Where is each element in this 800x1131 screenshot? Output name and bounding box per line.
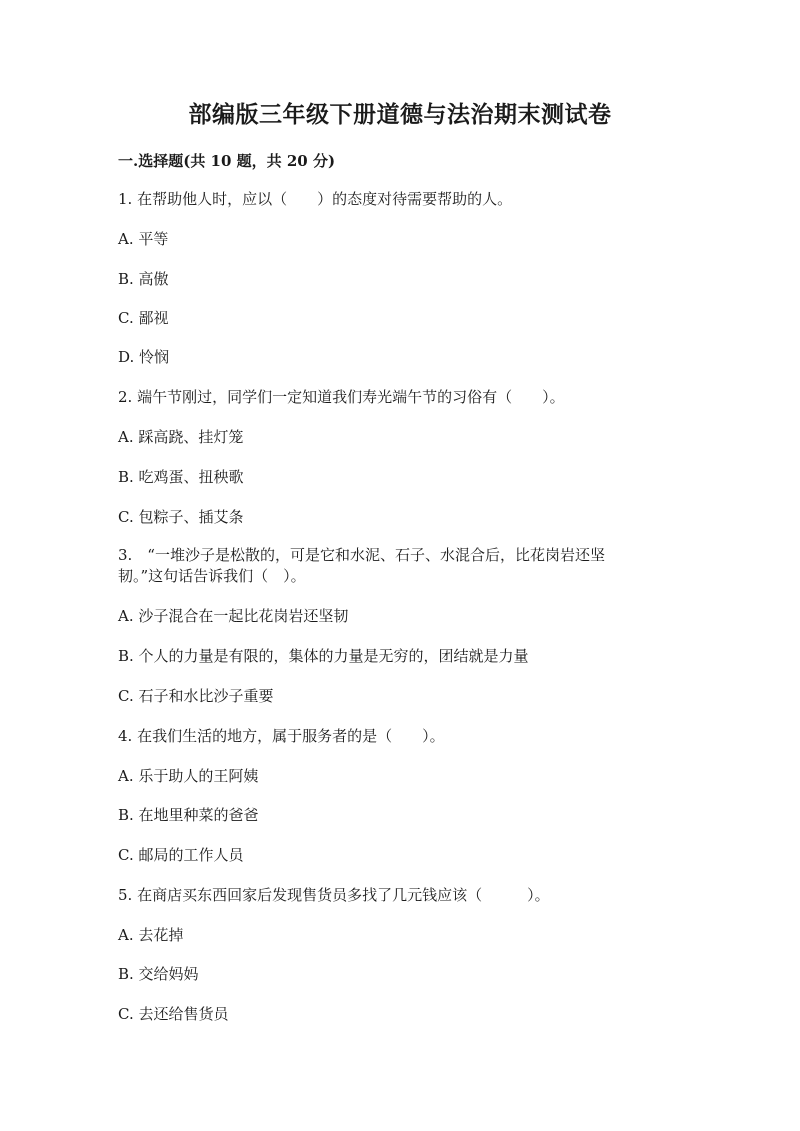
question-4-option-c[interactable]: C. 邮局的工作人员: [118, 846, 244, 864]
question-5-option-b[interactable]: B. 交给妈妈: [118, 965, 199, 983]
question-5-option-c[interactable]: C. 去还给售货员: [118, 1005, 229, 1023]
question-4-option-b[interactable]: B. 在地里种菜的爸爸: [118, 806, 259, 824]
question-4-option-a[interactable]: A. 乐于助人的王阿姨: [118, 767, 259, 785]
question-1-option-d[interactable]: D. 怜悯: [118, 348, 170, 366]
question-2-option-b[interactable]: B. 吃鸡蛋、扭秧歌: [118, 468, 244, 486]
question-2-option-c[interactable]: C. 包粽子、插艾条: [118, 508, 244, 526]
question-3-stem: [118, 545, 678, 587]
question-3-stem-line-1: 3. “一堆沙子是松散的，可是它和水泥、石子、水混合后，比花岗岩还坚: [118, 546, 605, 564]
question-2-stem: 2. 端午节刚过，同学们一定知道我们寿光端午节的习俗有（ ）。: [118, 388, 565, 406]
question-5-stem: 5. 在商店买东西回家后发现售货员多找了几元钱应该（ ）。: [118, 886, 550, 904]
question-3-option-c[interactable]: C. 石子和水比沙子重要: [118, 687, 274, 705]
question-1-option-a[interactable]: A. 平等: [118, 230, 169, 248]
question-5-option-a[interactable]: A. 去花掉: [118, 926, 184, 944]
question-4-stem: 4. 在我们生活的地方，属于服务者的是（ ）。: [118, 727, 445, 745]
question-3-option-b[interactable]: B. 个人的力量是有限的，集体的力量是无穷的，团结就是力量: [118, 647, 529, 665]
question-1-option-c[interactable]: C. 鄙视: [118, 309, 169, 327]
question-2-option-a[interactable]: A. 踩高跷、挂灯笼: [118, 428, 244, 446]
section-heading: 一.选择题(共 10 题，共 20 分): [118, 152, 336, 170]
question-3-option-a[interactable]: A. 沙子混合在一起比花岗岩还坚韧: [118, 607, 349, 625]
question-1-option-b[interactable]: B. 高傲: [118, 270, 169, 288]
question-3-stem-line-2: 韧。”这句话告诉我们（ ）。: [118, 567, 306, 585]
page-title: 部编版三年级下册道德与法治期末测试卷: [188, 101, 612, 128]
question-1-stem: 1. 在帮助他人时，应以（ ）的态度对待需要帮助的人。: [118, 190, 513, 208]
